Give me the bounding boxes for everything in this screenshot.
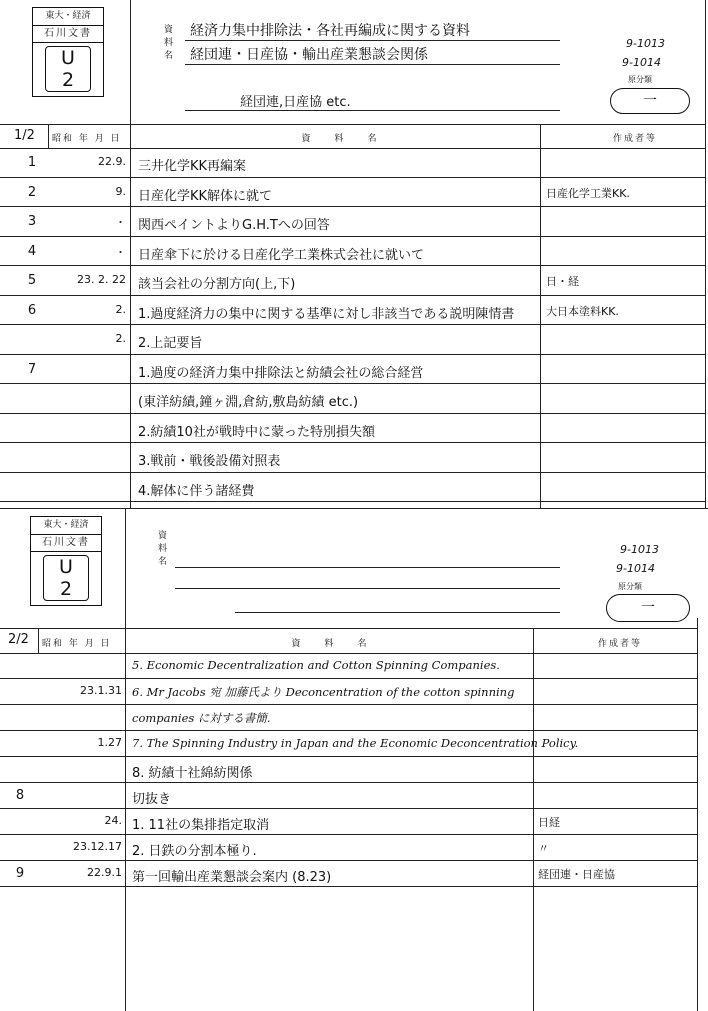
table-row <box>0 473 705 503</box>
reference-number: 9-1014 <box>622 56 661 69</box>
row-title: 6. Mr Jacobs 宛 加藤氏より Deconcentration of the cotton spinning <box>132 685 515 699</box>
title-underline <box>185 110 560 111</box>
classification-oval: 一 <box>610 88 690 114</box>
row-date: 23. 2. 22 <box>77 273 126 286</box>
row-author: 日産化学工業KK. <box>546 186 630 200</box>
stamp-university: 東大・経済 <box>31 517 101 535</box>
stamp-collection: 石川文書 <box>31 534 101 552</box>
label-char: 名 <box>164 51 174 61</box>
row-date: 9. <box>115 184 126 198</box>
document-subtitle: 経団連,日産協 etc. <box>240 95 351 110</box>
row-rule <box>0 886 697 887</box>
row-title: 1.過度経済力の集中に関する基準に対し非該当である説明陳情書 <box>138 306 515 322</box>
header-date: 昭和 年 月 日 <box>42 639 112 649</box>
header-author: 作成者等 <box>597 639 642 649</box>
row-title: 2. 日鉄の分割本極り. <box>132 844 257 859</box>
row-date: ・ <box>115 245 126 259</box>
reference-number: 9-1013 <box>620 543 659 556</box>
material-name-label <box>164 24 173 63</box>
table-top-line <box>0 124 705 125</box>
row-title: 該当会社の分割方向(上,下) <box>138 277 296 292</box>
header-date: 昭和 年 月 日 <box>52 134 122 144</box>
row-date: 2. <box>115 332 126 345</box>
stamp-code <box>43 555 89 601</box>
header-divider <box>48 124 49 148</box>
row-date: 1.27 <box>97 736 122 749</box>
row-number: 3 <box>27 214 37 229</box>
row-author: 大日本塗料KK. <box>546 304 619 318</box>
header-title: 資 料 名 <box>301 134 379 144</box>
table-row <box>0 653 697 679</box>
blank-title-line <box>175 567 560 568</box>
label-char: 料 <box>158 544 168 554</box>
stamp-code <box>45 46 91 92</box>
table-row <box>0 679 697 705</box>
classification-label: 原分類 <box>628 75 652 84</box>
table-row <box>0 384 705 414</box>
row-number: 5 <box>27 273 37 288</box>
table-row <box>0 266 705 296</box>
sheet-separator <box>0 508 708 509</box>
table-row <box>0 835 697 861</box>
blank-title-line <box>175 588 560 589</box>
label-char: 料 <box>164 38 174 48</box>
row-title: (東洋紡績,鐘ヶ淵,倉紡,敷島紡績 etc.) <box>138 395 359 410</box>
row-title: 第一回輸出産業懇談会案内 (8.23) <box>132 870 332 885</box>
row-author: 日・経 <box>546 275 579 288</box>
table-row <box>0 783 697 809</box>
table-row <box>0 731 697 757</box>
header-no: 2/2 <box>8 632 29 647</box>
table-row <box>0 355 705 385</box>
row-title: companies に対する書簡. <box>132 711 271 725</box>
title-underline <box>185 40 560 41</box>
header-no: 1/2 <box>14 128 35 143</box>
header-title: 資 料 名 <box>291 639 369 649</box>
row-number: 9 <box>15 866 25 881</box>
row-title: 1. 11社の集排指定取消 <box>132 818 270 833</box>
stamp-collection: 石川文書 <box>33 25 103 43</box>
row-author: 経団連・日産協 <box>538 868 615 881</box>
border-line <box>705 0 706 508</box>
row-title: 三井化学KK再編案 <box>138 159 247 174</box>
table-top-line <box>0 628 697 629</box>
row-date: 23.1.31 <box>80 684 122 697</box>
classification-oval: 一 <box>606 594 690 622</box>
label-char: 資 <box>164 25 174 35</box>
row-title: 2.上記要旨 <box>138 336 203 351</box>
classification-label: 原分類 <box>618 582 642 591</box>
row-date: 22.9. <box>98 155 126 168</box>
stamp-code-bottom: 2 <box>59 578 73 600</box>
table-row <box>0 148 705 178</box>
stamp-code-top: U <box>61 47 75 69</box>
label-char: 名 <box>158 557 168 567</box>
row-number: 2 <box>27 184 37 200</box>
material-name-label <box>158 530 167 569</box>
table-row <box>0 414 705 444</box>
row-title: 7. The Spinning Industry in Japan and the Economic Deconcentration Policy. <box>132 736 579 750</box>
archive-stamp <box>30 516 102 606</box>
table-row <box>0 325 705 355</box>
row-rule <box>0 501 705 502</box>
border-line <box>697 618 698 1011</box>
row-title: 関西ペイントよりG.H.Tへの回答 <box>138 218 330 233</box>
document-title-line-2: 経団連・日産協・輸出産業懇談会関係 <box>190 47 428 63</box>
row-title: 3.戦前・戦後設備対照表 <box>138 454 281 469</box>
row-number: 4 <box>27 243 37 259</box>
blank-title-line <box>235 612 560 613</box>
row-number: 1 <box>27 155 37 170</box>
row-title: 4.解体に伴う諸経費 <box>138 483 255 499</box>
row-date: 2. <box>115 302 126 316</box>
title-underline <box>185 64 560 65</box>
stamp-university: 東大・経済 <box>33 8 103 26</box>
table-row <box>0 178 705 208</box>
row-author: 〃 <box>538 842 549 855</box>
table-row <box>0 861 697 887</box>
archive-stamp <box>32 7 104 97</box>
table-row <box>0 207 705 237</box>
row-number: 6 <box>27 302 37 318</box>
row-date: 24. <box>104 814 122 827</box>
row-date: 22.9.1 <box>87 866 122 879</box>
stamp-code-bottom: 2 <box>61 69 75 91</box>
header-author: 作成者等 <box>612 134 657 144</box>
row-number: 8 <box>15 788 25 803</box>
row-title: 2.紡績10社が戦時中に蒙った特別損失額 <box>138 424 375 440</box>
row-date: ・ <box>115 216 126 229</box>
table-row <box>0 443 705 473</box>
record-sheet-2 <box>0 508 708 1011</box>
row-author: 日経 <box>538 816 560 829</box>
table-row <box>0 809 697 835</box>
row-title: 1.過度の経済力集中排除法と紡績会社の総合経営 <box>138 365 424 381</box>
row-number: 7 <box>27 361 37 377</box>
table-row <box>0 296 705 326</box>
table-row <box>0 757 697 783</box>
row-title: 5. Economic Decentralization and Cotton Spinning Companies. <box>132 658 500 672</box>
table-row <box>0 237 705 267</box>
row-title: 切抜き <box>132 792 172 807</box>
table-row <box>0 705 697 731</box>
reference-number: 9-1014 <box>616 562 655 575</box>
header-divider <box>38 628 39 653</box>
document-title-line-1: 経済力集中排除法・各社再編成に関する資料 <box>190 23 470 39</box>
row-title: 日産傘下に於ける日産化学工業株式会社に就いて <box>138 247 425 263</box>
row-title: 日産化学KK解体に就て <box>138 188 273 204</box>
row-date: 23.12.17 <box>73 840 122 853</box>
reference-number: 9-1013 <box>626 37 665 50</box>
stamp-code-top: U <box>59 556 73 578</box>
row-title: 8. 紡績十社綿紡関係 <box>132 766 253 781</box>
label-char: 資 <box>158 531 168 541</box>
